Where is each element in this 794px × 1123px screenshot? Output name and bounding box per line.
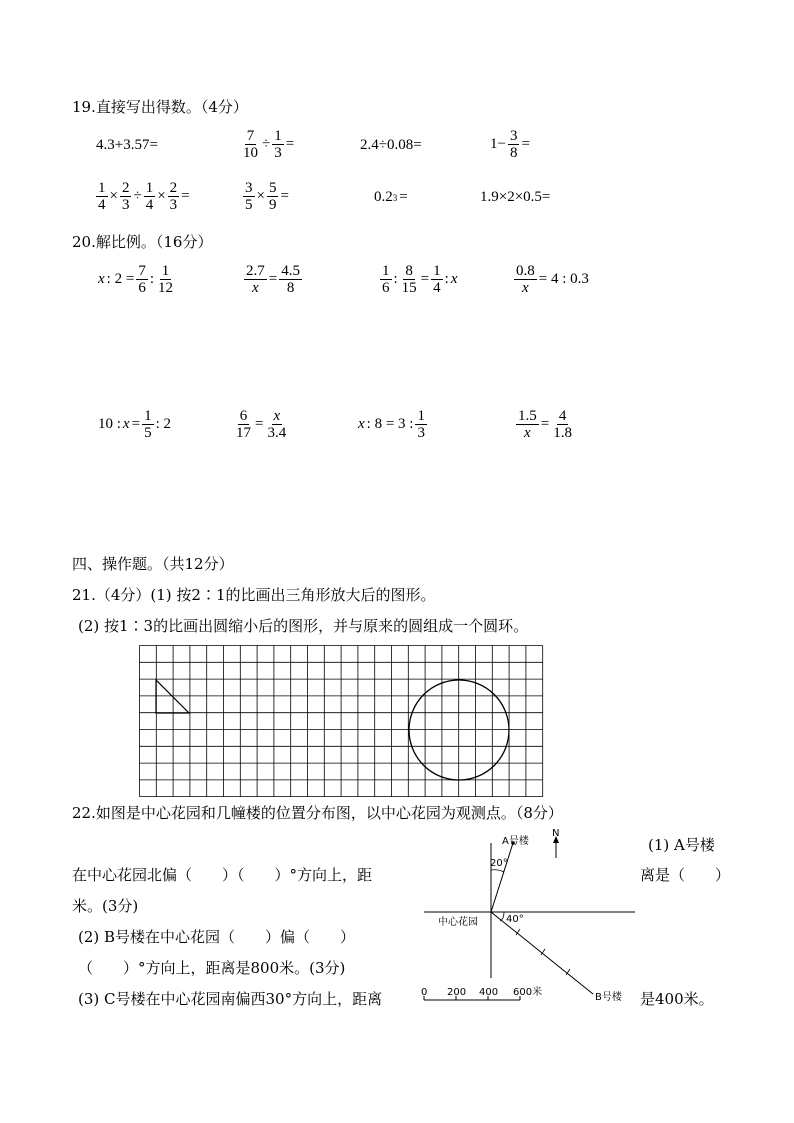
scale-label: 0	[421, 987, 428, 998]
q22-p3-end: 是400米。	[640, 990, 714, 1008]
q20-proportion-2: $\frac{2.7}{x}$ = $\frac{4.5}{8}$	[246, 263, 300, 296]
q19-title: 19.直接写出得数。（4分）	[72, 98, 248, 116]
fraction: $\frac{1}{3}$	[274, 128, 282, 161]
q19-expr-2: $\frac{7}{10}$ ÷ $\frac{1}{3}$ =	[243, 128, 295, 161]
q22-p1-end: 离是（ ）	[640, 866, 731, 884]
q20-title: 20.解比例。（16分）	[72, 233, 213, 251]
q20-proportion-6: $\frac{6}{17}$ = $\frac{x}{3.4}$	[236, 408, 287, 441]
q21-grid-figure	[139, 645, 544, 797]
scale-label: 200	[447, 987, 467, 998]
q22-p1-line2: 在中心花园北偏（ ）（ ）°方向上，距	[72, 866, 373, 884]
q20-proportion-8: $\frac{1.5}{x}$ = $\frac{4}{1.8}$	[518, 408, 572, 441]
q19-expr-4: 1− $\frac{3}{8}$ =	[490, 128, 530, 161]
q19-expr-5: $\frac{1}{4}$ × $\frac{2}{3}$ ÷ $\frac{1}{4}$ × $\frac{2}{3}$ =	[98, 180, 190, 213]
q20-proportion-1: x : 2 = $\frac{7}{6}$ : $\frac{1}{12}$	[98, 263, 173, 296]
q21-line-1: 21.（4分）(1) 按2∶1的比画出三角形放大后的图形。	[72, 586, 436, 604]
q19-expr-7: 0.2 3 =	[374, 189, 408, 205]
q20-proportion-5: 10 : x = $\frac{1}{5}$ : 2	[98, 408, 171, 441]
q22-p2-line2: （ ）°方向上，距离是800米。(3分)	[78, 959, 346, 977]
q19-expr-8: 1.9×2×0.5=	[480, 189, 551, 205]
q21-line-2: (2) 按1∶3的比画出圆缩小后的图形，并与原来的圆组成一个圆环。	[78, 617, 529, 635]
triangle-shape	[156, 680, 189, 713]
label-a: A号楼	[502, 836, 529, 847]
q22-title: 22.如图是中心花园和几幢楼的位置分布图，以中心花园为观测点。（8分）	[72, 804, 563, 822]
q20-proportion-7: x : 8 = 3 : $\frac{1}{3}$	[358, 408, 425, 441]
label-center: 中心花园	[438, 917, 478, 928]
q19-expr-1: 4.3+3.57=	[96, 137, 158, 153]
scale-label: 600米	[513, 987, 543, 998]
angle-arc-a	[491, 870, 504, 872]
q22-p1-start: (1) A号楼	[648, 836, 715, 854]
angle-label-a: 20°	[490, 858, 508, 869]
scale-label: 400	[479, 987, 499, 998]
direction-line-a	[491, 843, 513, 912]
label-n: N	[552, 828, 560, 839]
q22-p3-start: (3) C号楼在中心花园南偏西30°方向上，距离	[78, 990, 383, 1008]
q22-map-figure	[410, 828, 642, 1013]
q22-p2-line1: (2) B号楼在中心花园（ ）偏（ ）	[78, 928, 356, 946]
fraction: $\frac{3}{8}$	[509, 128, 518, 161]
fraction: $\frac{7}{10}$	[243, 128, 258, 161]
angle-label-b: 40°	[506, 914, 524, 925]
q20-proportion-4: $\frac{0.8}{x}$ = 4 : 0.3	[516, 263, 589, 296]
label-b: B号楼	[595, 992, 622, 1003]
section-4-title: 四、操作题。（共12分）	[72, 555, 234, 573]
q19-expr-6: $\frac{3}{5}$ × $\frac{5}{9}$ =	[245, 180, 289, 213]
q19-expr-3: 2.4÷0.08=	[360, 137, 422, 153]
q20-proportion-3: $\frac{1}{6}$ : $\frac{8}{15}$ = $\frac{1}{4}$ : x	[382, 263, 458, 296]
q22-p1-line3: 米。(3分)	[72, 897, 139, 915]
